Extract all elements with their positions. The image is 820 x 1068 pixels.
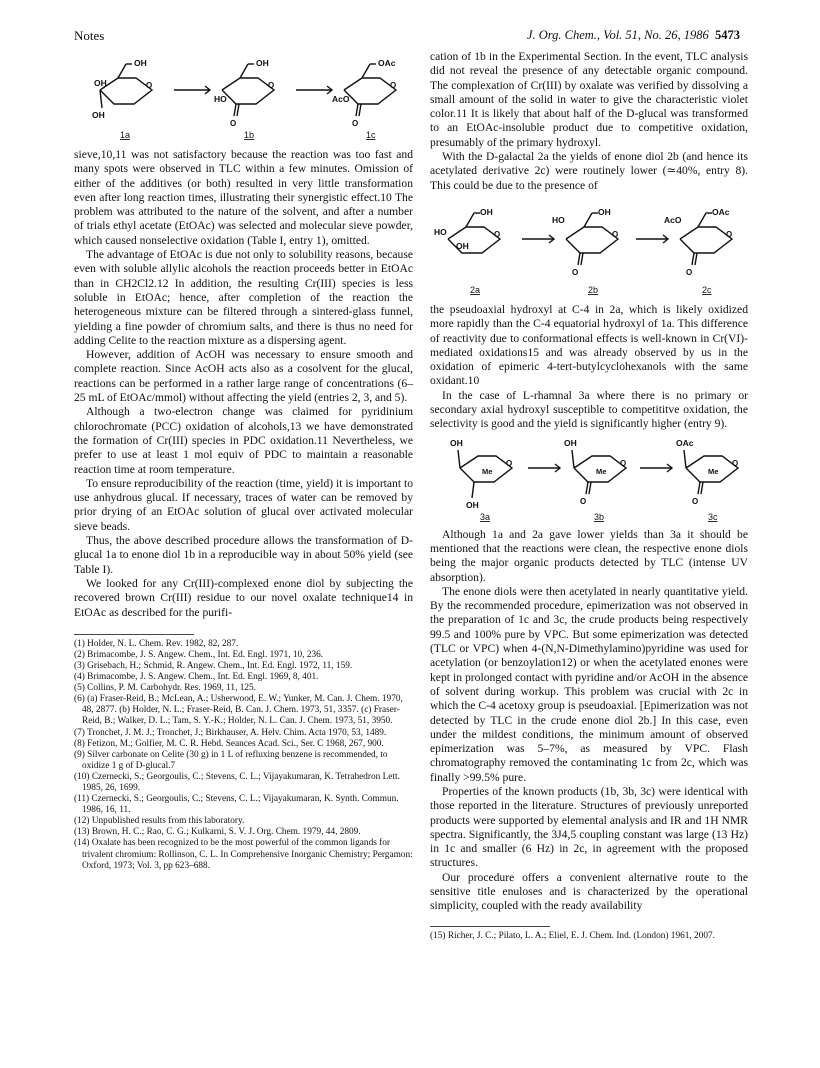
scheme-2 [430, 193, 748, 297]
footnote: (1) Holder, N. L. Chem. Rev. 1982, 82, 287. [74, 638, 239, 649]
right-paragraph-1: cation of 1b in the Experimental Section. In the event, TLC analysis did not reveal the presence of any detectable organic compound. The complexation of Cr(III) by oxalate was verified by dissolving a small amount of the solid in water to give the characteristic violet color.11 It is likely that about half of the D-glucal was transformed to an EtOAc-insoluble product due to competitive oxidation, presumably of the primary hydroxyl. [430, 50, 748, 149]
footnote: (3) Grisebach, H.; Schmid, R. Angew. Chem., Int. Ed. Engl. 1972, 11, 159. [74, 660, 353, 671]
footnote: (15) Richer, J. C.; Pilato, L. A.; Eliel, E. J. Chem. Ind. (London) 1961, 2007. [430, 930, 715, 941]
right-paragraph-4: In the case of L-rhamnal 3a where there is no primary or secondary axial hydroxyl susceptible to competititve oxidation, the selectivity is good and the yield is significantly higher (entry 9). [430, 388, 748, 431]
left-paragraph-6: Thus, the above described procedure allows the transformation of D-glucal 1a to enone diol 1b in a reproducible way in about 50% yield (see Table I). [74, 534, 413, 576]
svg-text:O: O [692, 496, 699, 506]
compound-label-3b: 3b [594, 511, 605, 522]
scheme-1-group-6: HO [214, 94, 227, 104]
scheme-2-group-5: HO [552, 214, 565, 225]
left-paragraph-5: To ensure reproducibility of the reaction (time, yield) it is important to use anhydrous glucal. If necessary, traces of water can be removed by prior drying of an EtOAc solution of glucal over activated molecular sieve beads. [74, 476, 413, 533]
footnotes [74, 639, 413, 872]
scheme-2-group-3: OH [456, 240, 469, 251]
svg-text:O: O [506, 458, 513, 468]
scheme-1-structures [74, 50, 413, 142]
running-header [527, 28, 740, 43]
footnote: (11) Czernecki, S.; Georgoulis, C.; Stevens, C. L.; Vijayakumaran, K. Synth. Commun. 1986, 16, 11. [74, 794, 399, 816]
svg-text:O: O [146, 81, 153, 90]
compound-label-3a: 3a [480, 511, 491, 522]
compound-label-1a: 1a [120, 130, 131, 140]
footnote: (7) Tronchet, J. M. J.; Tronchet, J.; Birkhauser, A. Helv. Chim. Acta 1970, 53, 1489. [74, 727, 387, 738]
scheme-2-group-1: OH [480, 206, 493, 217]
footnote: (14) Oxalate has been recognized to be the most powerful of the common ligands for trivalent chromium: Rollinson, C. L. In Comprehensive Inorganic Chemistry; Pergamon: Oxford, 1973; Vol. 3, pp 623–688. [74, 838, 413, 871]
header-section-label: Notes [74, 28, 105, 43]
right-paragraph-7: Properties of the known products (1b, 3b, 3c) were identical with those reported in the literature. Structures of previously unreported products were supported by elemental analysis and IR and 1H NMR spectra. Significantly, the 3J4,5 coupling constant was large (13 Hz) in 1c and smaller (6 Hz) in 2c, in agreement with the proposed structures. [430, 784, 748, 870]
right-column [430, 50, 748, 942]
scheme-2-group-4: OH [598, 206, 611, 217]
footnote: (10) Czernecki, S.; Georgoulis, C.; Stevens, C. L.; Vijayakumaran, K. Tetrahedron Lett. 1985, 26, 1699. [74, 771, 400, 794]
footnote: (2) Brimacombe, J. S. Angew. Chem., Int. Ed. Engl. 1971, 10, 236. [74, 649, 324, 660]
scheme-3-group-2: OH [564, 437, 577, 448]
scheme-1-group-4: OH [92, 110, 105, 120]
scheme-1 [74, 50, 413, 142]
footnotes-right [430, 931, 748, 942]
scheme-2-group-7: AcO [664, 214, 682, 225]
compound-label-2a: 2a [470, 284, 481, 295]
svg-text:O: O [268, 81, 275, 90]
footnote: (4) Brimacombe, J. S. Angew. Chem., Int. Ed. Engl. 1969, 8, 401. [74, 672, 319, 683]
journal-volume: Vol. 51, No. 26, 1986 [603, 28, 709, 42]
left-paragraph-2: The advantage of EtOAc is due not only to solubility reasons, because even with soluble allylic alcohols the reaction proceeds better in EtOAc than in CH2Cl2.12 In addition, the resulting Cr(III) species is less soluble in EtOAc; hence, after completion of the reaction the heterogeneous mixture can be filtered through a sintered-glass funnel, yielding a fine powder of chromium salts, and there is thus no need for adding Celite to the reaction mixture as a dispersing agent. [74, 248, 413, 347]
scheme-3-group-7: OH [466, 499, 479, 510]
scheme-3-group-5: Me [596, 466, 607, 476]
right-paragraph-2: With the D-galactal 2a the yields of enone diol 2b (and hence its acetylated derivative 2c) were routinely lower (≃40%, entry 8). This could be due to the presence of [430, 150, 748, 192]
svg-text:O: O [352, 119, 359, 128]
footnote-rule-right [430, 926, 550, 927]
footnote: (8) Fetizon, M.; Golfier, M. C. R. Hebd. Seances Acad. Sci., Ser. C 1968, 267, 900. [74, 738, 384, 749]
compound-label-2c: 2c [702, 284, 712, 295]
left-column [74, 50, 413, 872]
left-paragraph-7: We looked for any Cr(III)-complexed enone diol by subjecting the recovered brown Cr(III) residue to our novel oxalate technique14 in EtOAc as described for the purifi- [74, 576, 413, 619]
page-number: 5473 [715, 28, 740, 42]
right-paragraph-8: Our procedure offers a convenient alternative route to the sensitive title enuloses and is characterized by the operational simplicity, coupled with the ready availability [430, 870, 748, 913]
svg-text:O: O [572, 267, 579, 277]
journal-name: J. Org. Chem., [526, 28, 601, 42]
left-paragraph-4: Although a two-electron change was claimed for pyridinium chlorochromate (PCC) oxidation of alcohols,13 we have demonstrated the formation of Cr(III) species in PDC oxidation.11 Nevertheless, we prefer to use at least 1 mol equiv of PDC to maintain a reasonable reaction time at room temperature. [74, 405, 413, 476]
scheme-3-group-6: Me [708, 466, 719, 476]
scheme-2-group-6: OAc [712, 206, 730, 217]
footnote-rule [74, 634, 194, 635]
footnote: (5) Collins, P. M. Carbohydr. Res. 1969, 11, 125. [74, 683, 256, 694]
svg-text:O: O [620, 458, 627, 468]
scheme-3-structures [430, 432, 748, 522]
svg-text:O: O [230, 119, 237, 128]
right-paragraph-6: The enone diols were then acetylated in nearly quantitative yield. By the recommended procedure, epimerization was not observed in the preparation of 1c and 3c, the crude products being respectively 99.5 and 100% pure by VPC. But some epimerization was detected (TLC or VPC) when 4-(N,N-Dimethylamino)pyridine was used for acetylation (or benzoylation12) or when the acetylated enones were kept in prolonged contact with pyridine and/or AcOH in the absence of solvent during workup. This problem was crucial with 2c in which the C-4 acetoxy group is pseudoaxial. [Epimerization was not detected by TLC in the crude enone diol 2b.] In this case, even under the mildest conditions, the minimum amount of observed epimerization was 5–7%, as measured by VPC. Flash chromatography removed the contaminating 1c from 2c, which was finally >99.5% pure. [430, 584, 748, 784]
scheme-3-group-4: Me [482, 466, 493, 476]
svg-text:O: O [390, 81, 397, 90]
right-paragraph-5: Although 1a and 2a gave lower yields than 3a it should be mentioned that the reactions were clean, the respective enone diols being the major organic products detected by TLC (intense UV absorption). [430, 527, 748, 584]
scheme-1-group-2: OH [94, 78, 107, 88]
footnote: (13) Brown, H. C.; Rao, C. G.; Kulkarni, S. V. J. Org. Chem. 1979, 44, 2809. [74, 827, 361, 838]
left-paragraph-3: However, addition of AcOH was necessary to ensure smooth and complete reaction. Since AcOH acts also as a cosolvent for the glucal, reactions can be performed in a rather large range of concentrations (6–25 mL of EtOAc/mmol) without affecting the yield (entries 2, 3, and 5). [74, 348, 413, 405]
svg-text:O: O [686, 267, 693, 277]
scheme-3-group-1: OH [450, 437, 463, 448]
scheme-1-group-5: OAc [378, 58, 396, 68]
scheme-1-group-1: OH [134, 58, 147, 68]
svg-text:O: O [732, 458, 739, 468]
compound-label-1b: 1b [244, 130, 255, 140]
scheme-3-group-3: OAc [676, 437, 694, 448]
svg-text:O: O [726, 229, 733, 239]
compound-label-3c: 3c [708, 511, 718, 522]
footnote: (6) (a) Fraser-Reid, B.; McLean, A.; Usherwood, E. W.; Yunker, M. Can. J. Chem. 1970, 48, 2877. (b) Holder, N. L.; Fraser-Reid, B. Can. J. Chem. 1973, 51, 3357. (c) Fraser-Reid, B.; Walker, D. L.; Tam, S. Y.-K.; Holder, N. L. Can. J. Chem. 1973, 51, 3950. [74, 694, 403, 727]
svg-text:O: O [494, 229, 501, 239]
footnote: (12) Unpublished results from this laboratory. [74, 816, 245, 827]
svg-text:O: O [580, 496, 587, 506]
compound-label-2b: 2b [588, 284, 599, 295]
scheme-1-group-3: OH [256, 58, 269, 68]
scheme-1-group-7: AcO [332, 94, 350, 104]
left-paragraph-1: sieve,10,11 was not satisfactory because the reaction was too fast and many spots were observed in TLC within a few minutes. Omission of either of the additives (or both) resulted in very little transformation even after long reaction times, illustrating their synergistic effect.10 The problem was attributed to the nature of the solvent, and after a number of trials ethyl acetate (EtOAc) was selected and molecular sieve powder, which caused nonselective oxidation (Table I, entry 1), omitted. [74, 148, 413, 247]
footnote: (9) Silver carbonate on Celite (30 g) in 1 L of refluxing benzene is recommended, to oxidize 1 g of D-glucal.7 [74, 749, 388, 771]
svg-text:O: O [612, 229, 619, 239]
compound-label-1c: 1c [366, 130, 376, 140]
scheme-2-structures [430, 193, 748, 297]
scheme-2-group-2: HO [434, 226, 447, 237]
right-paragraph-3: the pseudoaxial hydroxyl at C-4 in 2a, which is likely oxidized more rapidly than the C-4 equatorial hydroxyl of 1a. This difference of reactivity due to conformational effects is well-known in Cr(VI)-mediated oxidations15 and was already observed by us in the oxidation of epimeric 4-tert-butylcyclohexanols with the same oxidant.10 [430, 302, 748, 388]
scheme-3 [430, 432, 748, 522]
